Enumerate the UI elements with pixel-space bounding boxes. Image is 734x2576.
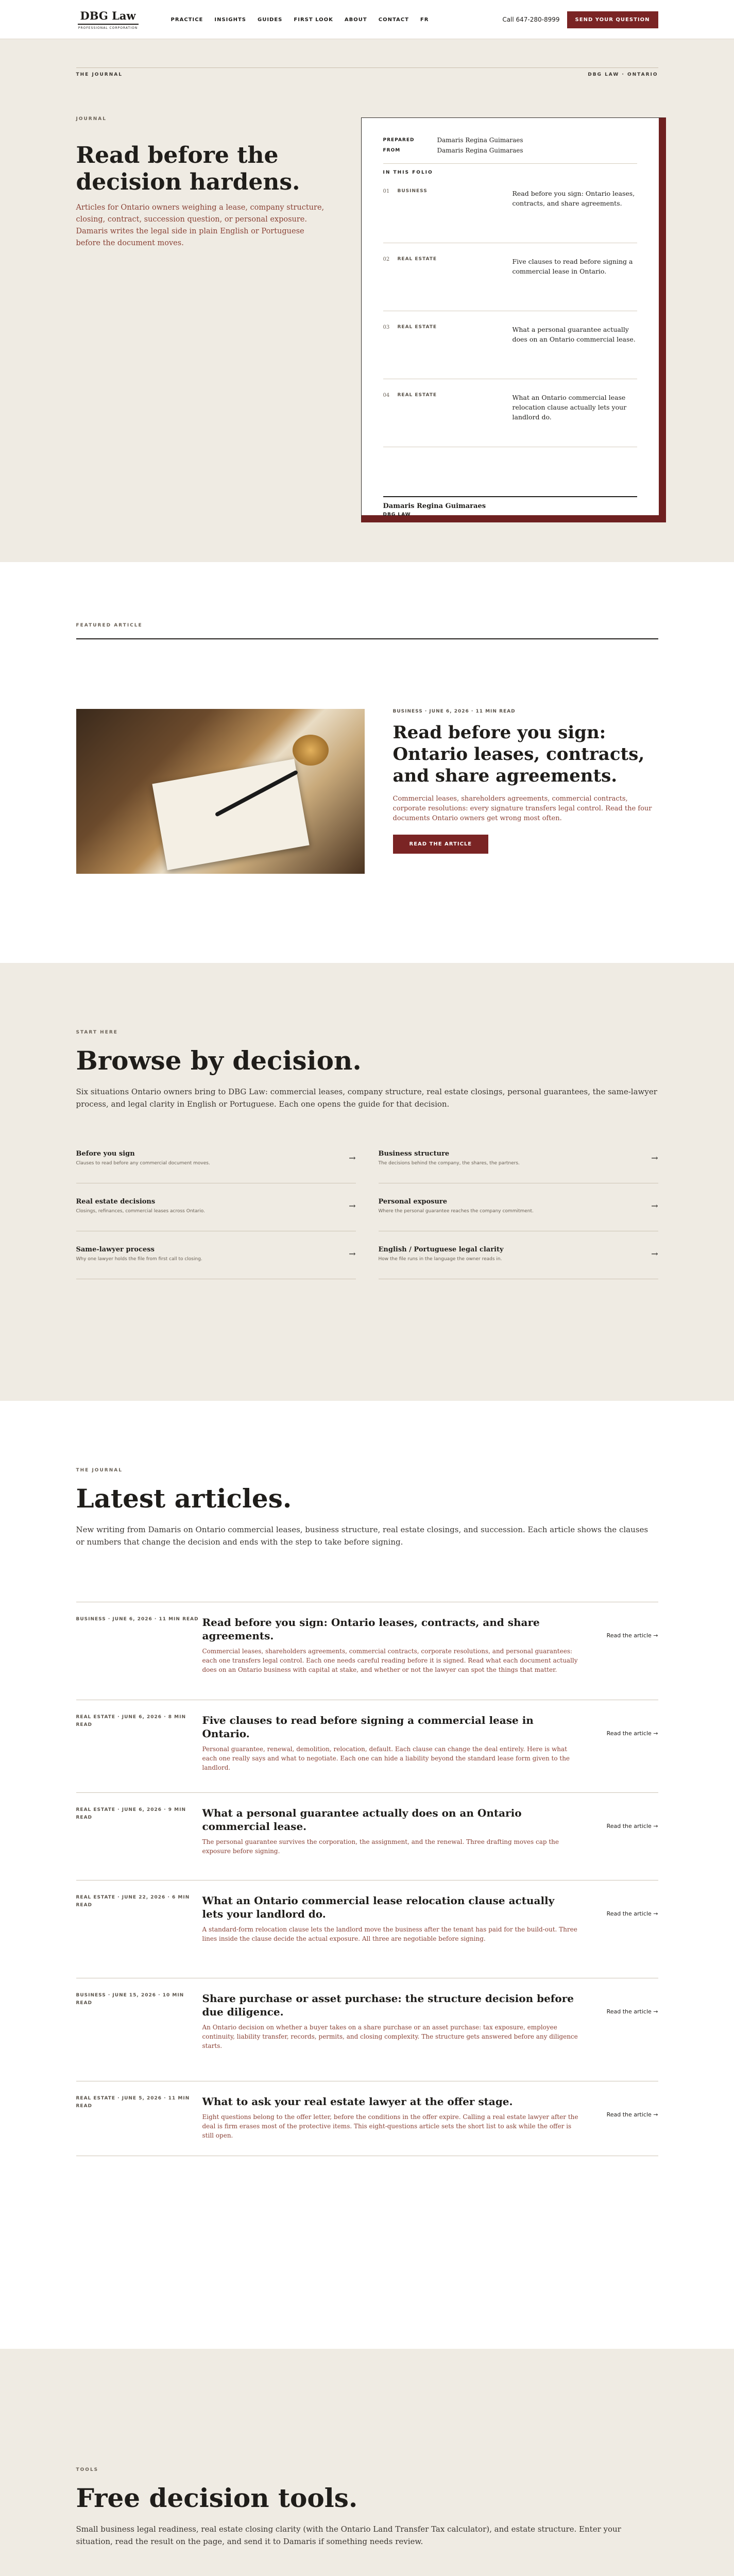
decision-desc: Clauses to read before any commercial document moves. — [76, 1161, 210, 1166]
article-excerpt: The personal guarantee survives the corporation, the assignment, and the renewal. Three drafting moves cap the exposure before signing. — [202, 1838, 559, 1855]
article-title[interactable]: Five clauses to read before signing a commercial lease in Ontario. — [202, 1714, 534, 1740]
case-file-card — [361, 117, 666, 522]
folio-item-category: BUSINESS — [397, 189, 428, 194]
article-meta: REAL ESTATE · JUNE 6, 2026 · 9 MIN READ — [76, 1807, 186, 1820]
decision-link[interactable] — [76, 1183, 356, 1231]
casefile-from-row — [383, 147, 637, 154]
folio-item[interactable] — [383, 243, 637, 311]
decision-desc: Where the personal guarantee reaches the company commitment. — [378, 1209, 534, 1214]
tools-kicker: TOOLS — [76, 2467, 99, 2472]
article-meta: BUSINESS · JUNE 15, 2026 · 10 MIN READ — [76, 1993, 184, 2006]
featured-article-section — [0, 562, 734, 963]
folio-item-title: Five clauses to read before signing a commercial lease in Ontario. — [512, 258, 633, 275]
folio-item-number: 04 — [383, 393, 390, 398]
casefile-from-value: Damaris Regina Guimaraes — [437, 147, 523, 154]
signature-firm: DBG LAW — [383, 512, 411, 517]
casefile-divider — [383, 163, 637, 164]
nav-item-contact[interactable]: CONTACT — [378, 16, 409, 23]
decision-desc: How the file runs in the language the owner reads in. — [378, 1257, 502, 1262]
decision-desc: Why one lawyer holds the file from first call to closing. — [76, 1257, 202, 1262]
browse-intro: Six situations Ontario owners bring to DBG Law: commercial leases, company structure, real estate closings, personal guarantees, the same-lawyer process, and legal clarity in English or Portuguese. Each one opens the guide for that decision. — [76, 1087, 657, 1109]
folio-item-title: Read before you sign: Ontario leases, contracts, and share agreements. — [512, 190, 635, 207]
article-title[interactable]: What to ask your real estate lawyer at the offer stage. — [202, 2095, 513, 2108]
article-meta: REAL ESTATE · JUNE 5, 2026 · 11 MIN READ — [76, 2096, 190, 2109]
article-excerpt: A standard-form relocation clause lets the landlord move the business after the tenant has paid for the build-out. Three lines inside the clause decide the actual exposure. All three are negotiable before signing. — [202, 1926, 577, 1942]
browse-title: Browse by decision. — [76, 1045, 362, 1076]
decision-title: English / Portuguese legal clarity — [378, 1246, 504, 1253]
folio-item-number: 03 — [383, 325, 390, 330]
latest-kicker: THE JOURNAL — [76, 1468, 123, 1473]
arrow-right-icon: → — [349, 1201, 356, 1211]
arrow-right-icon: → — [651, 1201, 658, 1211]
tools-intro: Small business legal readiness, real estate closing clarity (with the Ontario Land Transfer Tax calculator), and estate structure. Enter your situation, read the result on the page, and send it to Damaris if something needs review. — [76, 2524, 621, 2546]
nav-item-first-look[interactable]: FIRST LOOK — [294, 16, 333, 23]
decision-title: Before you sign — [76, 1150, 135, 1158]
decision-desc: Closings, refinances, commercial leases across Ontario. — [76, 1209, 205, 1214]
folio-item-category: REAL ESTATE — [397, 325, 437, 330]
language-toggle[interactable]: FR — [420, 16, 429, 23]
folio-item[interactable] — [383, 379, 637, 447]
signature-name: Damaris Regina Guimaraes — [383, 502, 486, 510]
nav-item-insights[interactable]: INSIGHTS — [214, 16, 246, 23]
hero-lede: Articles for Ontario owners weighing a lease, company structure, closing, contract, succession question, or personal exposure. Damaris writes the legal side in plain English or Portuguese before the document moves. — [76, 204, 325, 247]
folio-item[interactable] — [383, 175, 637, 243]
hero-intro — [76, 116, 331, 249]
folio-item-number: 02 — [383, 257, 390, 262]
tools-title: Free decision tools. — [76, 2483, 358, 2513]
journal-rule — [76, 67, 658, 77]
folio-item[interactable] — [383, 311, 637, 379]
featured-kicker: FEATURED ARTICLE — [76, 623, 143, 628]
read-article-link[interactable]: Read the article → — [606, 1910, 658, 1917]
latest-articles-section — [0, 1401, 734, 2349]
phone-link[interactable]: Call 647-280-8999 — [502, 16, 560, 23]
featured-article-image[interactable] — [76, 709, 365, 874]
read-article-link[interactable]: Read the article → — [606, 2111, 658, 2118]
decision-link[interactable] — [379, 1231, 658, 1279]
article-excerpt: Commercial leases, shareholders agreements, commercial contracts, corporate resolutions, and personal guarantees: each one transfers legal control. Each one needs careful reading before it is signed. Read what each document actually does on an Ontario business with capital at stake, and whether or not the lawyer can spot the things that matter. — [202, 1648, 578, 1673]
read-article-link[interactable]: Read the article → — [606, 2008, 658, 2015]
logo-rule — [78, 24, 139, 25]
folio-item-title: What an Ontario commercial lease relocation clause actually lets your landlord do. — [512, 394, 627, 421]
article-meta: REAL ESTATE · JUNE 6, 2026 · 8 MIN READ — [76, 1715, 186, 1727]
logo-wordmark: DBG Law — [80, 9, 136, 22]
article-row[interactable] — [76, 1700, 658, 1772]
decision-title: Business structure — [378, 1150, 450, 1158]
article-row[interactable] — [76, 1880, 658, 1943]
casefile-from-label: FROM — [383, 148, 401, 153]
featured-rule — [76, 638, 658, 639]
hero-kicker: JOURNAL — [76, 116, 107, 122]
location-tag: DBG LAW · ONTARIO — [588, 72, 658, 77]
arrow-right-icon: → — [651, 1249, 658, 1259]
decision-title: Personal exposure — [378, 1198, 448, 1206]
article-title[interactable]: What an Ontario commercial lease relocation clause actually lets your landlord do. — [202, 1894, 555, 1920]
decision-grid — [76, 1136, 658, 1279]
nav-item-guides[interactable]: GUIDES — [258, 16, 283, 23]
gavel-graphic — [293, 735, 329, 766]
article-title[interactable]: What a personal guarantee actually does on an Ontario commercial lease. — [202, 1807, 522, 1833]
article-row[interactable] — [76, 2081, 658, 2156]
decision-title: Same-lawyer process — [76, 1246, 155, 1253]
logo-subtitle: PROFESSIONAL CORPORATION — [78, 26, 138, 30]
featured-meta: BUSINESS · JUNE 6, 2026 · 11 MIN READ — [392, 709, 516, 714]
article-excerpt: Eight questions belong to the offer letter, before the conditions in the offer expire. Calling a real estate lawyer after the deal is firm erases most of the protective items. This eight-questions article sets the short list to ask while the offer is still open. — [202, 2113, 578, 2139]
arrow-right-icon: → — [349, 1249, 356, 1259]
page-title: Read before the decision hardens. — [76, 142, 300, 195]
article-row[interactable] — [76, 1978, 658, 2050]
nav-item-about[interactable]: ABOUT — [344, 16, 367, 23]
site-logo[interactable] — [76, 9, 140, 30]
folio-heading: IN THIS FOLIO — [383, 170, 433, 175]
nav-item-practice[interactable]: PRACTICE — [170, 16, 203, 23]
article-title[interactable]: Read before you sign: Ontario leases, contracts, and share agreements. — [202, 1616, 540, 1642]
primary-nav — [171, 17, 429, 23]
send-question-button[interactable]: SEND YOUR QUESTION — [567, 11, 658, 28]
folio-item-number: 01 — [383, 189, 390, 194]
casefile-signature — [383, 496, 637, 517]
tools-section — [0, 2349, 734, 2576]
top-navigation — [0, 0, 734, 39]
article-row[interactable] — [76, 1792, 658, 1856]
featured-title[interactable]: Read before you sign: Ontario leases, contracts, and share agreements. — [392, 722, 645, 786]
browse-kicker: START HERE — [76, 1030, 118, 1035]
article-row[interactable] — [76, 1602, 658, 1674]
folio-item-category: REAL ESTATE — [397, 257, 437, 262]
latest-title: Latest articles. — [76, 1483, 292, 1514]
article-meta: BUSINESS · JUNE 6, 2026 · 11 MIN READ — [76, 1617, 199, 1622]
casefile-prepared-label: PREPARED — [383, 138, 415, 143]
decision-link[interactable] — [379, 1136, 658, 1183]
article-excerpt: Personal guarantee, renewal, demolition, relocation, default. Each clause can change the deal entirely. Here is what each one really says and what to negotiate. Each one can hide a liability beyond the standard lease form given to the landlord. — [202, 1745, 570, 1771]
article-excerpt: An Ontario decision on whether a buyer takes on a share purchase or an asset purchase: tax exposure, employee continuity, liability transfer, records, permits, and closing complexity. The structure gets answered before any diligence starts. — [202, 2024, 578, 2049]
read-article-link[interactable]: Read the article → — [606, 1823, 658, 1829]
article-title[interactable]: Share purchase or asset purchase: the structure decision before due diligence. — [202, 1992, 574, 2018]
decision-link[interactable] — [76, 1136, 356, 1183]
latest-intro: New writing from Damaris on Ontario commercial leases, business structure, real estate closings, and succession. Each article shows the clauses or numbers that change the decision and ends with the step to take before signing. — [76, 1525, 648, 1547]
hero-section — [0, 39, 734, 562]
decision-link[interactable] — [76, 1231, 356, 1279]
casefile-prepared-row — [383, 137, 637, 144]
folio-item-title: What a personal guarantee actually does on an Ontario commercial lease. — [512, 326, 636, 343]
nav-actions — [502, 11, 658, 28]
decision-link[interactable] — [379, 1183, 658, 1231]
browse-section — [0, 963, 734, 1401]
decision-title: Real estate decisions — [76, 1198, 156, 1206]
article-meta: REAL ESTATE · JUNE 22, 2026 · 6 MIN READ — [76, 1895, 190, 1908]
arrow-right-icon: → — [349, 1153, 356, 1163]
decision-desc: The decisions behind the company, the shares, the partners. — [378, 1161, 520, 1166]
featured-article-body — [393, 722, 658, 854]
read-article-link[interactable]: Read the article → — [606, 1730, 658, 1737]
read-article-button[interactable]: READ THE ARTICLE — [393, 835, 489, 854]
casefile-prepared-value: Damaris Regina Guimaraes — [437, 137, 523, 144]
read-article-link[interactable]: Read the article → — [606, 1632, 658, 1639]
arrow-right-icon: → — [651, 1153, 658, 1163]
journal-tag: THE JOURNAL — [76, 72, 123, 77]
featured-excerpt: Commercial leases, shareholders agreements, commercial contracts, corporate resolutions: every signature transfers legal control. Read the four documents Ontario owners get wrong most often. — [392, 795, 652, 822]
folio-item-category: REAL ESTATE — [397, 393, 437, 398]
